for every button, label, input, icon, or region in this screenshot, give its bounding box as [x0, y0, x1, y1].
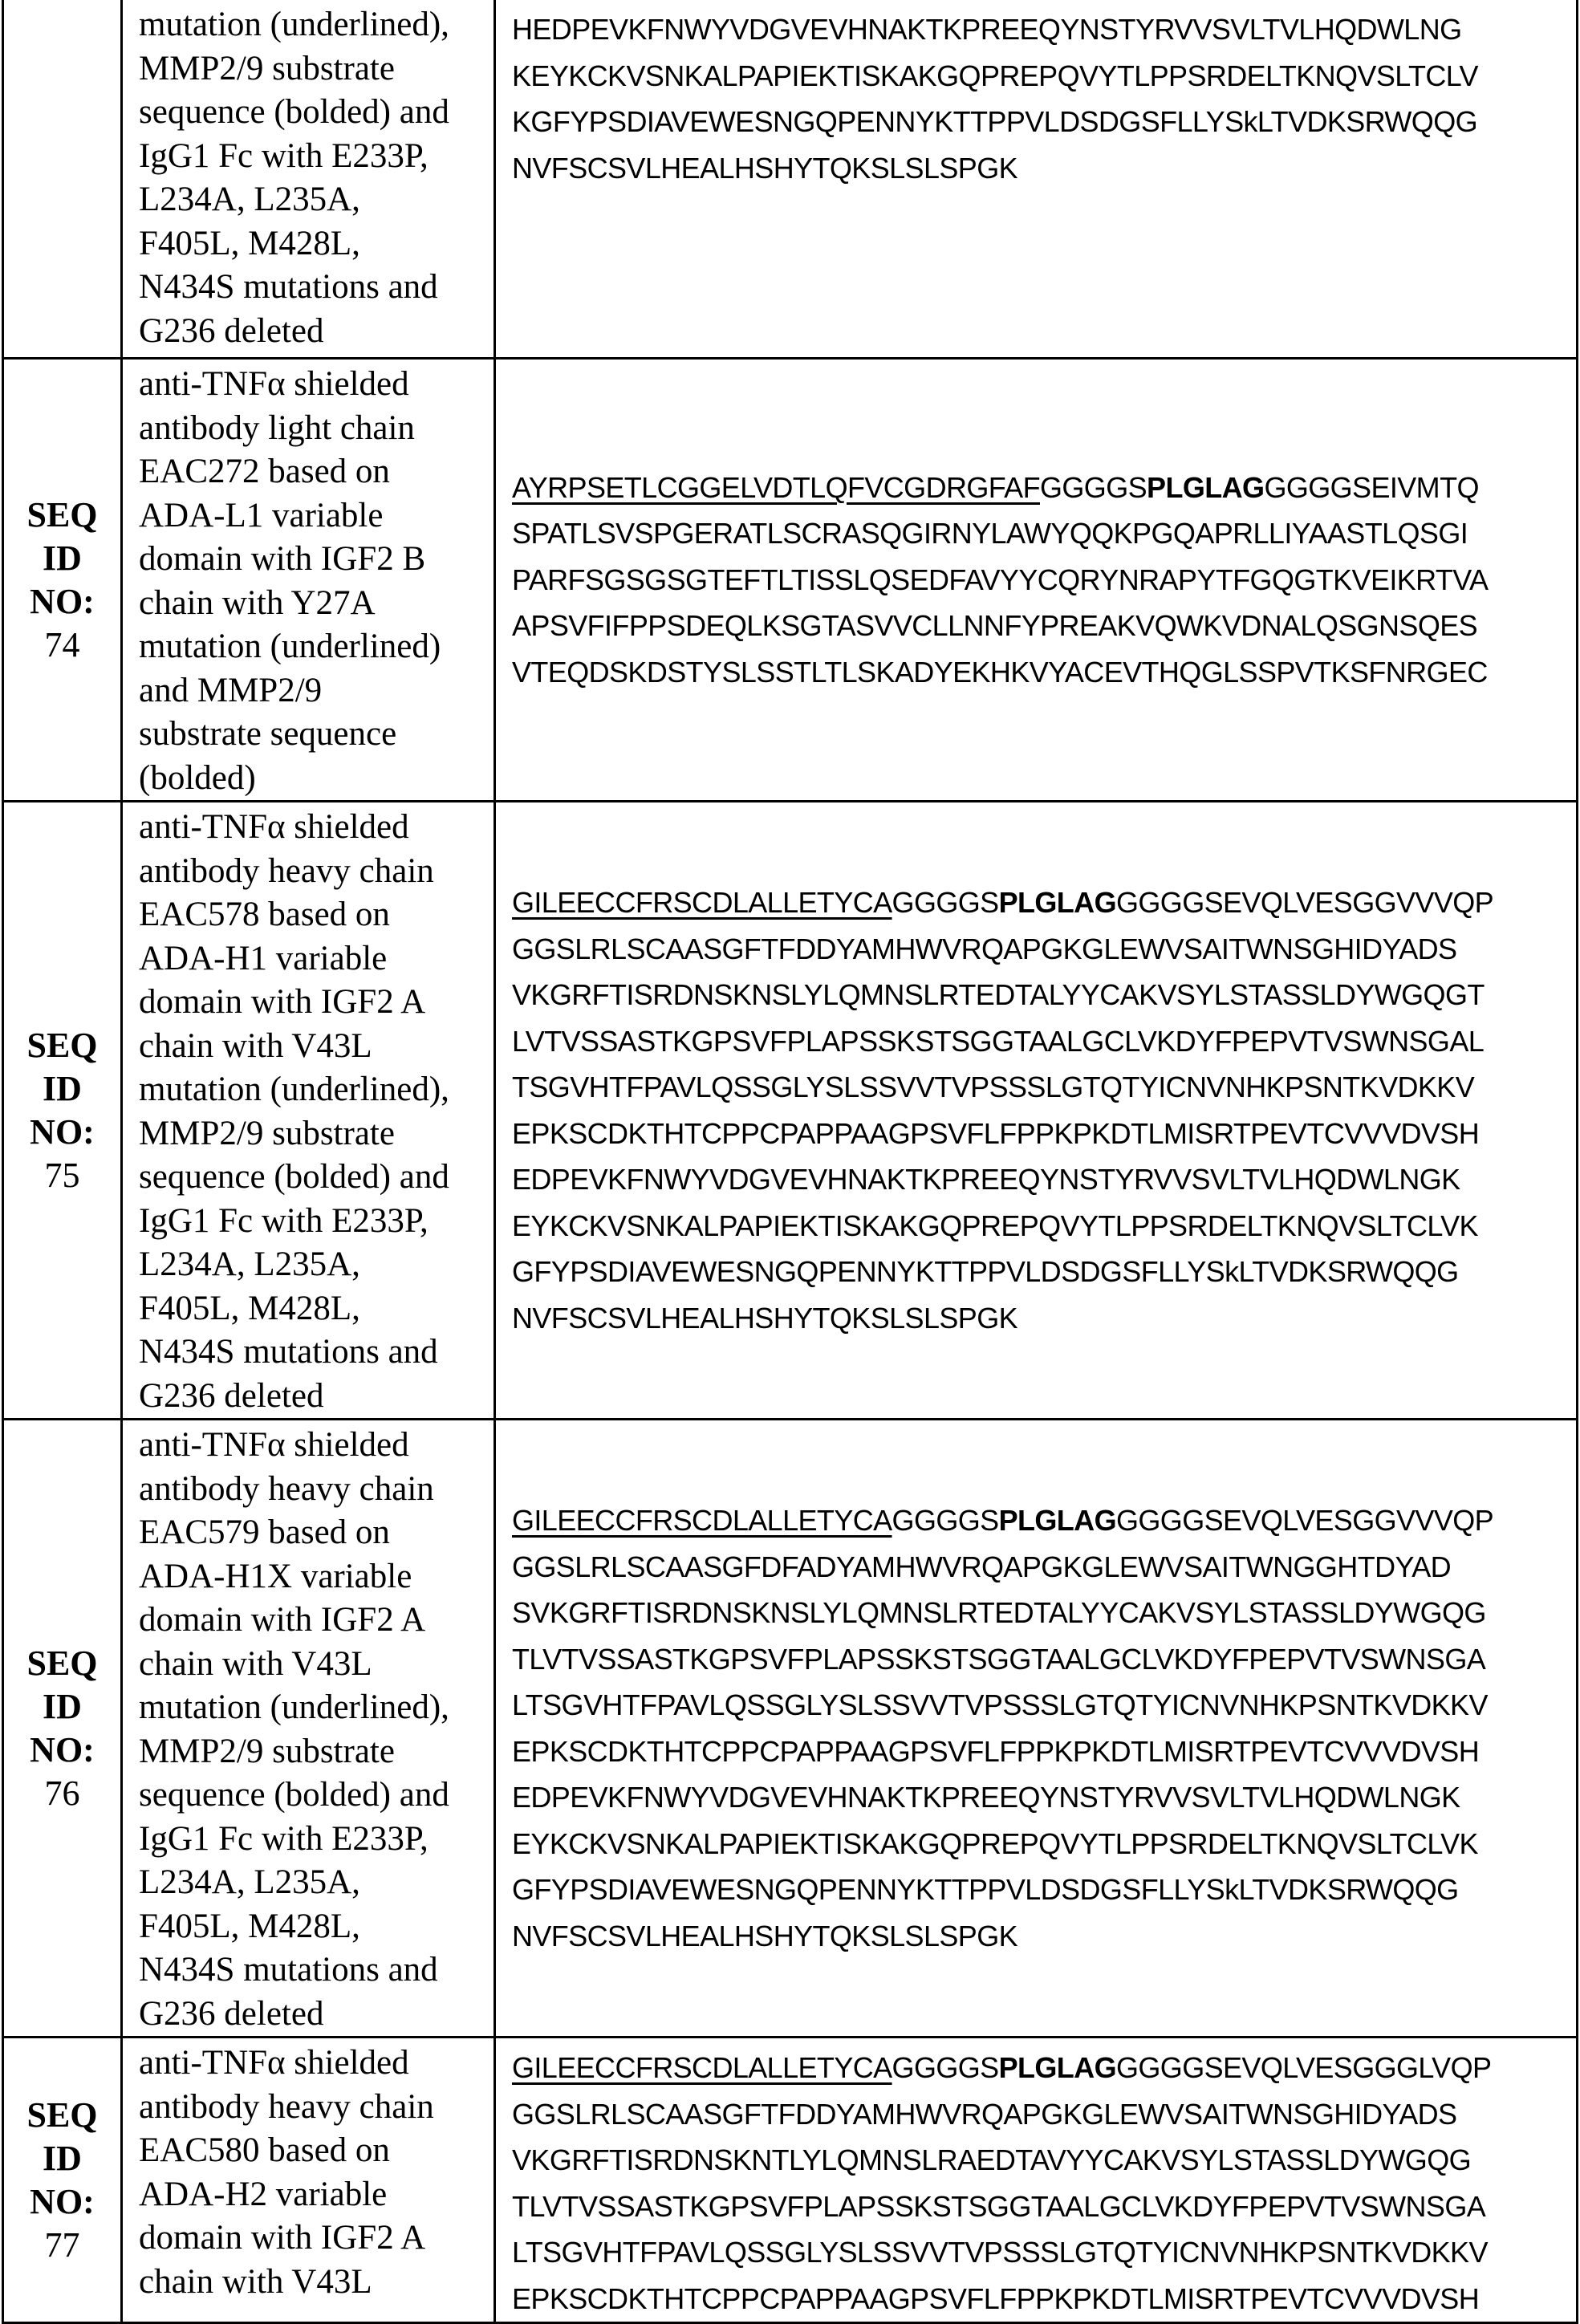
sequence-segment: KGFYPSDIAVEWESNGQPENNYKTTPPVLDSDGSFLLYSkLTVDKSRWQQG — [512, 105, 1477, 138]
seq-id-number: 76 — [4, 1772, 120, 1815]
description-line: anti-TNFα shielded — [139, 2042, 493, 2086]
description-line: ADA-H1 variable — [139, 937, 493, 981]
description-line: mutation (underlined), — [139, 3, 493, 47]
underlined-mutation-segment: GILEECCFRSCDLALLETYCA — [512, 886, 892, 919]
seq-id-label: SEQ — [4, 2094, 120, 2137]
table-row — [3, 2038, 1578, 2323]
sequence-segment: VKGRFTISRDNSKNTLYLQMNSLRAEDTAVYYCAKVSYLSTASSLDYWGQG — [512, 2143, 1471, 2176]
sequence-line — [512, 1018, 1576, 1065]
sequence-line — [512, 926, 1576, 973]
sequence-line — [512, 1497, 1576, 1544]
description-line: mutation (underlined) — [139, 625, 493, 669]
description-line: MMP2/9 substrate — [139, 1730, 493, 1774]
sequence-line — [512, 1064, 1576, 1111]
sequence-segment: GFYPSDIAVEWESNGQPENNYKTTPPVLDSDGSFLLYSkLTVDKSRWQQG — [512, 1873, 1459, 1906]
sequence-segment: GGGGS — [892, 1504, 999, 1537]
description-line: mutation (underlined), — [139, 1686, 493, 1730]
sequence-segment: LTSGVHTFPAVLQSSGLYSLSSVVTVPSSSLGTQTYICNVNHKPSNTKVDKKV — [512, 1688, 1488, 1721]
sequence-segment: PARFSGSGSGTEFTLTISSLQSEDFAVYYCQRYNRAPYTFGQGTKVEIKRTVA — [512, 563, 1488, 596]
description-line: sequence (bolded) and — [139, 91, 493, 135]
description-line: sequence (bolded) and — [139, 1156, 493, 1200]
seq-id-label: NO: — [4, 580, 120, 624]
sequence-segment: GGGGS — [892, 886, 999, 919]
seq-id-label: SEQ — [4, 494, 120, 537]
description-line: G236 deleted — [139, 310, 493, 354]
description-cell — [122, 1420, 495, 2038]
sequence-segment: TSGVHTFPAVLQSSGLYSLSSVVTVPSSSLGTQTYICNVNHKPSNTKVDKKV — [512, 1071, 1474, 1103]
sequence-line — [512, 1203, 1576, 1249]
description-line: and MMP2/9 — [139, 669, 493, 713]
sequence-segment: EPKSCDKTHTCPPCPAPPAAGPSVFLFPPKPKDTLMISRTPEVTCVVVDVSH — [512, 2282, 1479, 2315]
description-line: antibody heavy chain — [139, 850, 493, 894]
description-cell — [122, 359, 495, 802]
description-line: ADA-L1 variable — [139, 494, 493, 538]
sequence-segment: SPATLSVSPGERATLSCRASQGIRNYLAWYQQKPGQAPRLLIYAASTLQSGI — [512, 517, 1468, 550]
sequence-line — [512, 6, 1576, 53]
description-line: substrate sequence — [139, 713, 493, 757]
sequence-segment: HEDPEVKFNWYVDGVEVHNAKTKPREEQYNSTYRVVSVLTVLHQDWLNG — [512, 13, 1462, 46]
sequence-line — [512, 2229, 1576, 2276]
sequence-line — [512, 2045, 1576, 2091]
description-line: chain with V43L — [139, 2261, 493, 2305]
sequence-table — [2, 0, 1578, 2324]
description-line: EAC579 based on — [139, 1511, 493, 1555]
sequence-segment: LVTVSSASTKGPSVFPLAPSSKSTSGGTAALGCLVKDYFPEPVTVSWNSGAL — [512, 1025, 1484, 1058]
sequence-line — [512, 2091, 1576, 2138]
sequence-segment: GGSLRLSCAASGFTFDDYAMHWVRQAPGKGLEWVSAITWNSGHIDYADS — [512, 2098, 1456, 2131]
description-cell — [122, 0, 495, 359]
seq-id-cell — [3, 0, 122, 359]
description-line: ADA-H2 variable — [139, 2173, 493, 2217]
description-line: L234A, L235A, — [139, 1243, 493, 1287]
sequence-segment: EPKSCDKTHTCPPCPAPPAAGPSVFLFPPKPKDTLMISRTPEVTCVVVDVSH — [512, 1735, 1479, 1768]
sequence-line — [512, 1295, 1576, 1342]
description-line: anti-TNFα shielded — [139, 1424, 493, 1468]
seq-id-label: ID — [4, 537, 120, 580]
sequence-line — [512, 465, 1576, 511]
description-line: MMP2/9 substrate — [139, 1112, 493, 1156]
sequence-line — [512, 880, 1576, 926]
sequence-line — [512, 1821, 1576, 1867]
sequence-line — [512, 1590, 1576, 1636]
seq-id-cell — [3, 1420, 122, 2038]
table-row — [3, 0, 1578, 359]
sequence-segment: APSVFIFPPSDEQLKSGTASVVCLLNNFYPREAKVQWKVDNALQSGNSQES — [512, 609, 1477, 642]
sequence-segment: EDPEVKFNWYVDGVEVHNAKTKPREEQYNSTYRVVSVLTVLHQDWLNGK — [512, 1163, 1460, 1196]
seq-id-number: 77 — [4, 2224, 120, 2267]
sequence-line — [512, 2184, 1576, 2230]
sequence-segment: EYKCKVSNKALPAPIEKTISKAKGQPREPQVYTLPPSRDELTKNQVSLTCLVK — [512, 1827, 1478, 1860]
seq-id-number: 75 — [4, 1154, 120, 1197]
sequence-segment: GGGGSEIVMTQ — [1264, 471, 1478, 504]
description-line: domain with IGF2 A — [139, 2216, 493, 2261]
sequence-line — [512, 649, 1576, 696]
sequence-line — [512, 1636, 1576, 1683]
sequence-segment: NVFSCSVLHEALHSHYTQKSLSLSPGK — [512, 152, 1017, 185]
description-line: antibody light chain — [139, 407, 493, 451]
description-line: domain with IGF2 A — [139, 981, 493, 1025]
sequence-line — [512, 1544, 1576, 1591]
sequence-segment: SVKGRFTISRDNSKNSLYLQMNSLRTEDTALYYCAKVSYLSTASSLDYWGQG — [512, 1596, 1486, 1629]
underlined-mutation-segment: GILEECCFRSCDLALLETYCA — [512, 2051, 892, 2084]
description-line: mutation (underlined), — [139, 1068, 493, 1112]
sequence-segment: GGGGSEVQLVESGGVVVQP — [1116, 886, 1493, 919]
sequence-cell — [495, 802, 1578, 1420]
seq-id-label: ID — [4, 1067, 120, 1111]
sequence-line — [512, 972, 1576, 1018]
sequence-line — [512, 145, 1576, 192]
seq-id-cell — [3, 802, 122, 1420]
seq-id-number: 74 — [4, 624, 120, 667]
seq-id-label: ID — [4, 1685, 120, 1729]
sequence-line — [512, 1774, 1576, 1821]
description-line: N434S mutations and — [139, 1948, 493, 1993]
description-line: anti-TNFα shielded — [139, 363, 493, 407]
sequence-segment: GGSLRLSCAASGFDFADYAMHWVRQAPGKGLEWVSAITWNGGHTDYAD — [512, 1550, 1451, 1583]
sequence-line — [512, 2276, 1576, 2322]
description-line: N434S mutations and — [139, 266, 493, 310]
seq-id-cell — [3, 359, 122, 802]
seq-id-label: NO: — [4, 1111, 120, 1154]
description-line: IgG1 Fc with E233P, — [139, 1818, 493, 1862]
description-line: L234A, L235A, — [139, 178, 493, 222]
description-line: MMP2/9 substrate — [139, 47, 493, 91]
seq-id-label: ID — [4, 2137, 120, 2180]
sequence-segment: GGGGSEVQLVESGGVVVQP — [1116, 1504, 1493, 1537]
table-row — [3, 802, 1578, 1420]
description-line: EAC578 based on — [139, 893, 493, 937]
sequence-segment: GGGGS — [1040, 471, 1147, 504]
description-line: L234A, L235A, — [139, 1861, 493, 1905]
description-line: F405L, M428L, — [139, 222, 493, 266]
description-line: chain with Y27A — [139, 582, 493, 626]
seq-id-label: NO: — [4, 2180, 120, 2224]
sequence-line — [512, 557, 1576, 603]
seq-id-label: SEQ — [4, 1024, 120, 1067]
description-line: antibody heavy chain — [139, 2086, 493, 2130]
sequence-segment: LTSGVHTFPAVLQSSGLYSLSSVVTVPSSSLGTQTYICNVNHKPSNTKVDKKV — [512, 2236, 1488, 2269]
underlined-mutation-segment: GILEECCFRSCDLALLETYCA — [512, 1504, 892, 1537]
sequence-line — [512, 1249, 1576, 1295]
seq-id-label: SEQ — [4, 1642, 120, 1685]
description-line: N434S mutations and — [139, 1331, 493, 1375]
description-line: domain with IGF2 B — [139, 538, 493, 582]
sequence-line — [512, 1729, 1576, 1775]
sequence-segment: EYKCKVSNKALPAPIEKTISKAKGQPREPQVYTLPPSRDELTKNQVSLTCLVK — [512, 1209, 1478, 1242]
sequence-line — [512, 53, 1576, 100]
sequence-cell — [495, 1420, 1578, 2038]
sequence-segment: GGGGS — [892, 2051, 999, 2084]
sequence-cell — [495, 359, 1578, 802]
description-cell — [122, 2038, 495, 2323]
bolded-substrate-segment: PLGLAG — [999, 2051, 1116, 2084]
sequence-segment: EPKSCDKTHTCPPCPAPPAAGPSVFLFPPKPKDTLMISRTPEVTCVVVDVSH — [512, 1117, 1479, 1150]
description-line: IgG1 Fc with E233P, — [139, 1200, 493, 1244]
description-line: antibody heavy chain — [139, 1468, 493, 1512]
sequence-segment: TLVTVSSASTKGPSVFPLAPSSKSTSGGTAALGCLVKDYFPEPVTVSWNSGA — [512, 1643, 1485, 1676]
description-line: (bolded) — [139, 757, 493, 801]
description-line: chain with V43L — [139, 1643, 493, 1687]
bolded-substrate-segment: PLGLAG — [999, 1504, 1116, 1537]
sequence-line — [512, 99, 1576, 145]
seq-id-label: NO: — [4, 1729, 120, 1772]
sequence-segment: EDPEVKFNWYVDGVEVHNAKTKPREEQYNSTYRVVSVLTVLHQDWLNGK — [512, 1781, 1460, 1814]
description-line: IgG1 Fc with E233P, — [139, 135, 493, 179]
description-cell — [122, 802, 495, 1420]
sequence-segment: GFYPSDIAVEWESNGQPENNYKTTPPVLDSDGSFLLYSkLTVDKSRWQQG — [512, 1255, 1459, 1288]
description-line: EAC272 based on — [139, 450, 493, 494]
bolded-substrate-segment: PLGLAG — [999, 886, 1116, 919]
description-line: EAC580 based on — [139, 2129, 493, 2173]
sequence-segment: NVFSCSVLHEALHSHYTQKSLSLSPGK — [512, 1302, 1017, 1335]
sequence-line — [512, 510, 1576, 557]
sequence-line — [512, 603, 1576, 649]
sequence-line — [512, 2137, 1576, 2184]
description-line: G236 deleted — [139, 1375, 493, 1419]
sequence-segment: KEYKCKVSNKALPAPIEKTISKAKGQPREPQVYTLPPSRDELTKNQVSLTCLV — [512, 59, 1478, 92]
description-line: domain with IGF2 A — [139, 1599, 493, 1643]
underlined-mutation-segment: AYRPSETLCGGELVDTLQFVCGDRGFAF — [512, 471, 1040, 504]
sequence-line — [512, 1111, 1576, 1157]
description-line: F405L, M428L, — [139, 1287, 493, 1331]
sequence-segment: TLVTVSSASTKGPSVFPLAPSSKSTSGGTAALGCLVKDYFPEPVTVSWNSGA — [512, 2190, 1485, 2223]
description-line: F405L, M428L, — [139, 1905, 493, 1949]
table-row — [3, 359, 1578, 802]
sequence-line — [512, 1867, 1576, 1913]
sequence-line — [512, 1913, 1576, 1960]
sequence-segment: GGGGSEVQLVESGGGLVQP — [1116, 2051, 1491, 2084]
description-line: sequence (bolded) and — [139, 1773, 493, 1818]
sequence-table-body — [3, 0, 1578, 2323]
sequence-segment: VTEQDSKDSTYSLSSTLTLSKADYEKHKVYACEVTHQGLSSPVTKSFNRGEC — [512, 656, 1488, 689]
sequence-segment: NVFSCSVLHEALHSHYTQKSLSLSPGK — [512, 1920, 1017, 1952]
description-line: chain with V43L — [139, 1025, 493, 1069]
seq-id-cell — [3, 2038, 122, 2323]
bolded-substrate-segment: PLGLAG — [1147, 471, 1264, 504]
sequence-segment: GGSLRLSCAASGFTFDDYAMHWVRQAPGKGLEWVSAITWNSGHIDYADS — [512, 932, 1456, 965]
description-line: G236 deleted — [139, 1993, 493, 2037]
sequence-segment: VKGRFTISRDNSKNSLYLQMNSLRTEDTALYYCAKVSYLSTASSLDYWGQGT — [512, 978, 1485, 1011]
sequence-cell — [495, 0, 1578, 359]
table-row — [3, 1420, 1578, 2038]
sequence-line — [512, 1682, 1576, 1729]
description-line: ADA-H1X variable — [139, 1555, 493, 1599]
sequence-line — [512, 1156, 1576, 1203]
sequence-cell — [495, 2038, 1578, 2323]
description-line: anti-TNFα shielded — [139, 806, 493, 850]
